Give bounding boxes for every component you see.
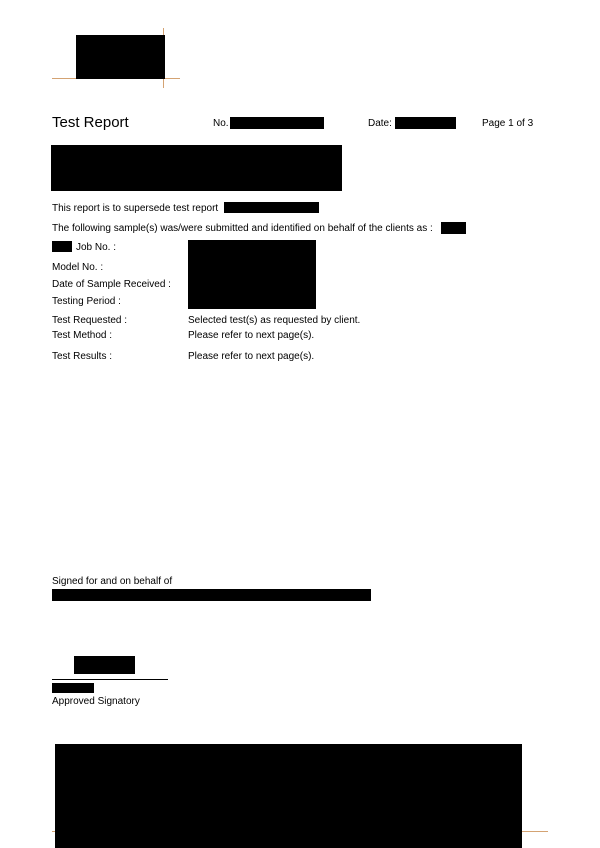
test-requested-value: Selected test(s) as requested by client. — [188, 315, 361, 326]
signature-line — [52, 679, 168, 680]
signed-for-label: Signed for and on behalf of — [52, 576, 173, 587]
report-number-label: No. — [213, 118, 229, 129]
date-redaction — [395, 117, 456, 129]
supersede-notice: This report is to supersede test report — [52, 203, 219, 214]
signature-redaction — [74, 656, 135, 674]
supersede-report-redaction — [224, 202, 319, 213]
testing-period-label: Testing Period : — [52, 296, 121, 307]
signatory-name-redaction — [52, 683, 94, 693]
test-requested-label: Test Requested : — [52, 315, 128, 326]
client-info-redaction — [51, 145, 342, 191]
logo-redaction — [76, 35, 165, 79]
intro-text: The following sample(s) was/were submitted and identified on behalf of the clients as : — [52, 223, 433, 234]
report-title: Test Report — [52, 114, 129, 131]
test-method-label: Test Method : — [52, 330, 113, 341]
field-values-redaction — [188, 240, 316, 309]
footer-redaction — [55, 744, 522, 848]
client-name-redaction — [441, 222, 466, 234]
test-results-label: Test Results : — [52, 351, 113, 362]
model-no-label: Model No. : — [52, 262, 104, 273]
test-method-value: Please refer to next page(s). — [188, 330, 315, 341]
date-label: Date: — [368, 118, 392, 129]
report-number-redaction — [230, 117, 324, 129]
date-received-label: Date of Sample Received : — [52, 279, 171, 290]
company-name-redaction — [52, 589, 371, 601]
test-results-value: Please refer to next page(s). — [188, 351, 315, 362]
job-prefix-redaction — [52, 241, 72, 252]
page-indicator: Page 1 of 3 — [482, 118, 534, 129]
approved-signatory-label: Approved Signatory — [52, 696, 140, 707]
job-no-label: Job No. : — [76, 242, 117, 253]
